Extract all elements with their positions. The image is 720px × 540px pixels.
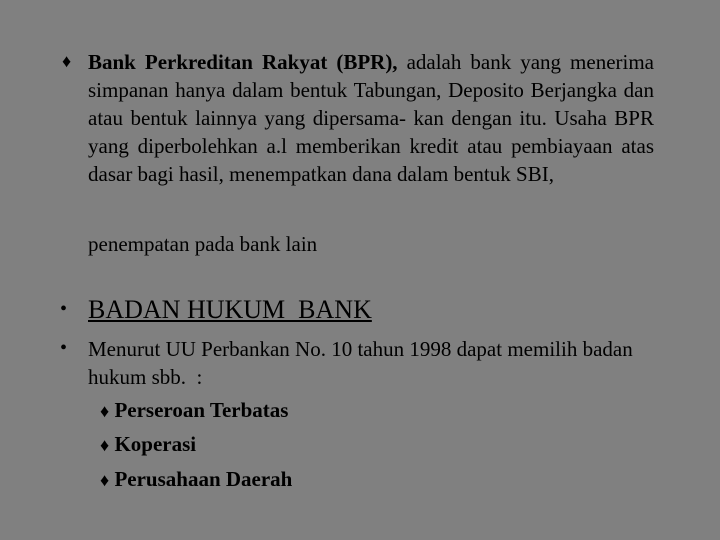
option-label: Koperasi <box>114 432 197 456</box>
bpr-definition: adalah bank yang menerima simpanan hanya dalam bentuk Tabungan, Deposito Berjangka dan atau bentuk lainnya yang dipersama- kan dengan itu. Usaha BPR yang diperbolehkan a.l memberikan kredit atau pembiayaan atas dasar bagi hasil, menempatkan dana dalam bentuk SBI, <box>88 50 654 186</box>
bpr-term: Bank Perkreditan Rakyat (BPR), <box>88 50 398 74</box>
option-label: Perseroan Terbatas <box>114 398 289 422</box>
dot-bullet-icon: • <box>60 298 68 320</box>
diamond-bullet-icon: ♦ <box>100 401 110 421</box>
badan-hukum-heading: BADAN HUKUM BANK <box>88 295 372 324</box>
option-perseroan-terbatas <box>100 398 288 423</box>
diamond-bullet-icon: ♦ <box>100 470 110 490</box>
bpr-paragraph <box>88 48 654 188</box>
option-perusahaan-daerah <box>100 467 292 492</box>
option-label: Perusahaan Daerah <box>114 467 293 491</box>
bpr-paragraph-end: penempatan pada bank lain <box>88 232 318 256</box>
option-koperasi <box>100 432 196 457</box>
dot-bullet-icon: • <box>60 337 68 359</box>
diamond-bullet-icon: ♦ <box>62 51 72 71</box>
diamond-bullet-icon: ♦ <box>100 435 110 455</box>
menurut-paragraph: Menurut UU Perbankan No. 10 tahun 1998 dapat memilih badan hukum sbb. : <box>88 337 638 389</box>
